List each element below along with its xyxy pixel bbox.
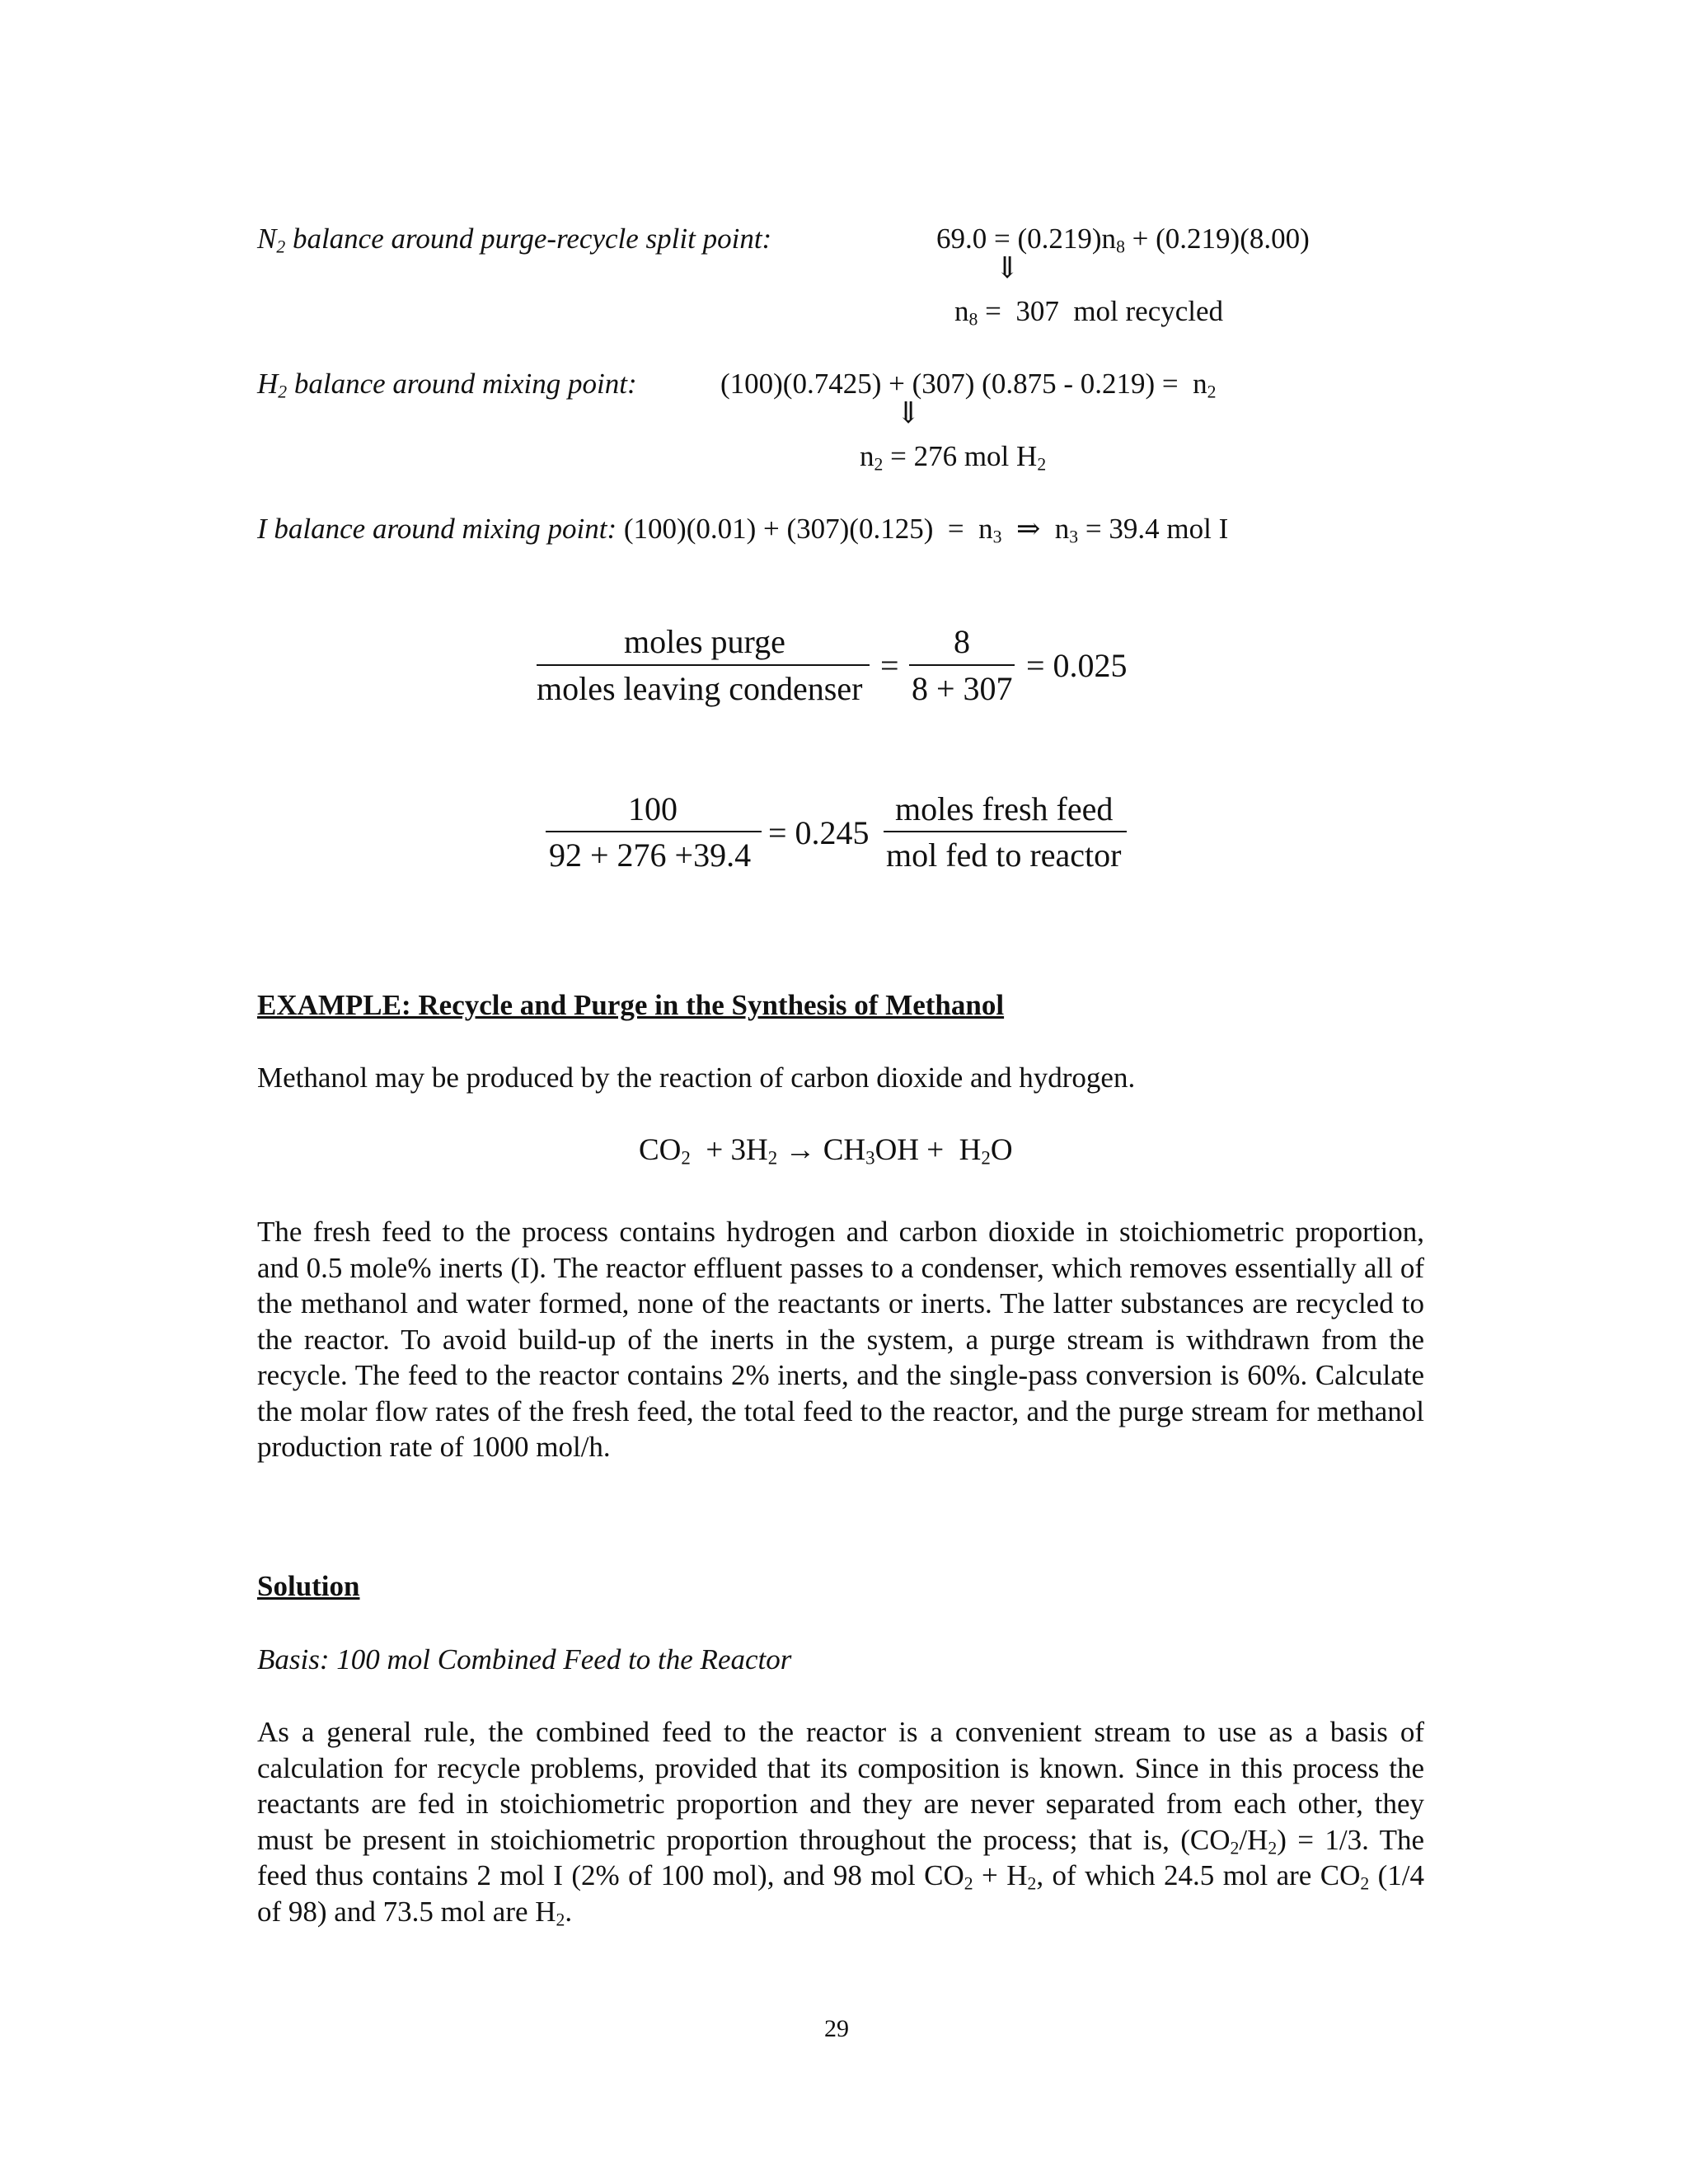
n2-result: $n_2 = 276$ mol $H_2$ [860, 440, 1047, 475]
solution-heading: Solution [257, 1570, 360, 1602]
fraction2-bar2 [884, 831, 1127, 832]
fraction2-bar [546, 831, 762, 832]
fraction2-numerator2: moles fresh feed [895, 790, 1114, 827]
fraction1-equals: = [880, 647, 899, 684]
n2-balance-equation: $69.0 = (0.219)n_8 + (0.219)(8.00)$ [936, 223, 1310, 257]
fraction1-numerator2: 8 [954, 623, 970, 660]
down-arrow-icon: ⇓ [995, 251, 1020, 284]
page-number: 29 [824, 2015, 849, 2042]
example-heading: EXAMPLE: Recycle and Purge in the Synthesis of Methanol [257, 989, 1005, 1021]
reaction-equation: $CO_2 + 3H_2 \to CH_3OH + H_2O$ [639, 1133, 1013, 1169]
problem-paragraph: The fresh feed to the process contains hydrogen and carbon dioxide in stoichiometric proportion, and 0.5 mole% inerts (I). The reactor effluent passes to a condenser, which removes essentially all of the methanol and water formed, none of the reactants or inerts. The latter substances are recycled to the reactor. To avoid build-up of the inerts in the system, a purge stream is withdrawn from the recycle. The feed to the reactor contains 2% inerts, and the single-pass conversion is 60%. Calculate the molar flow rates of the fresh feed, the total feed to the reactor, and the purge stream for methanol production rate of 1000 mol/h. [257, 1216, 1424, 1463]
fraction1-bar [537, 664, 870, 666]
fraction2-value: = 0.245 [768, 814, 870, 851]
basis-text: Basis: 100 mol Combined Feed to the Reactor [257, 1643, 792, 1675]
solution-paragraph: As a general rule, the combined feed to the reactor is a convenient stream to use as a basis of calculation for recycle problems, provided that its composition is known. Since in this process the reactants are fed in stoichiometric proportion and they are never separated from each other, they must be present in stoichiometric proportion throughout the process; that is, $(CO_2/H_2) = 1/3$. The feed thus contains 2 mol I (2% of 100 mol), and 98 mol $CO_2 + H_2$, of which 24.5 mol are $CO_2$ (1/4 of 98) and 73.5 mol are $H_2$. [257, 1716, 1425, 1929]
intro-text: Methanol may be produced by the reaction of carbon dioxide and hydrogen. [257, 1062, 1136, 1094]
h2-balance-label: $H_2$ balance around mixing point: [257, 368, 637, 402]
h2-balance-equation: (100)(0.7425) + (307) $(0.875 - 0.219) = n_2$ [720, 368, 1217, 402]
fraction2-denominator: 92 + 276 +39.4 [549, 837, 752, 874]
fraction1-bar2 [909, 664, 1015, 666]
fraction2-numerator: 100 [628, 790, 678, 827]
n2-balance-label: $N_2$ balance around purge-recycle split point: [257, 223, 772, 257]
fraction1-denominator: moles leaving condenser [537, 670, 863, 707]
fraction1-result: = 0.025 [1026, 647, 1128, 684]
fraction1-numerator: moles purge [624, 623, 785, 660]
implies-icon: ⇒ [1015, 513, 1041, 545]
i-balance-line: I balance around mixing point: $(100)(0.01) + (307)(0.125) = n_3$ ⇒ $n_3 = 39.4$ mol I [257, 513, 1229, 547]
fraction2-denominator2: mol fed to reactor [886, 837, 1122, 874]
down-arrow-icon: ⇓ [896, 396, 921, 429]
n8-result: $n_8 = 307$ mol recycled [954, 295, 1224, 330]
fraction1-denominator2: 8 + 307 [912, 670, 1013, 707]
